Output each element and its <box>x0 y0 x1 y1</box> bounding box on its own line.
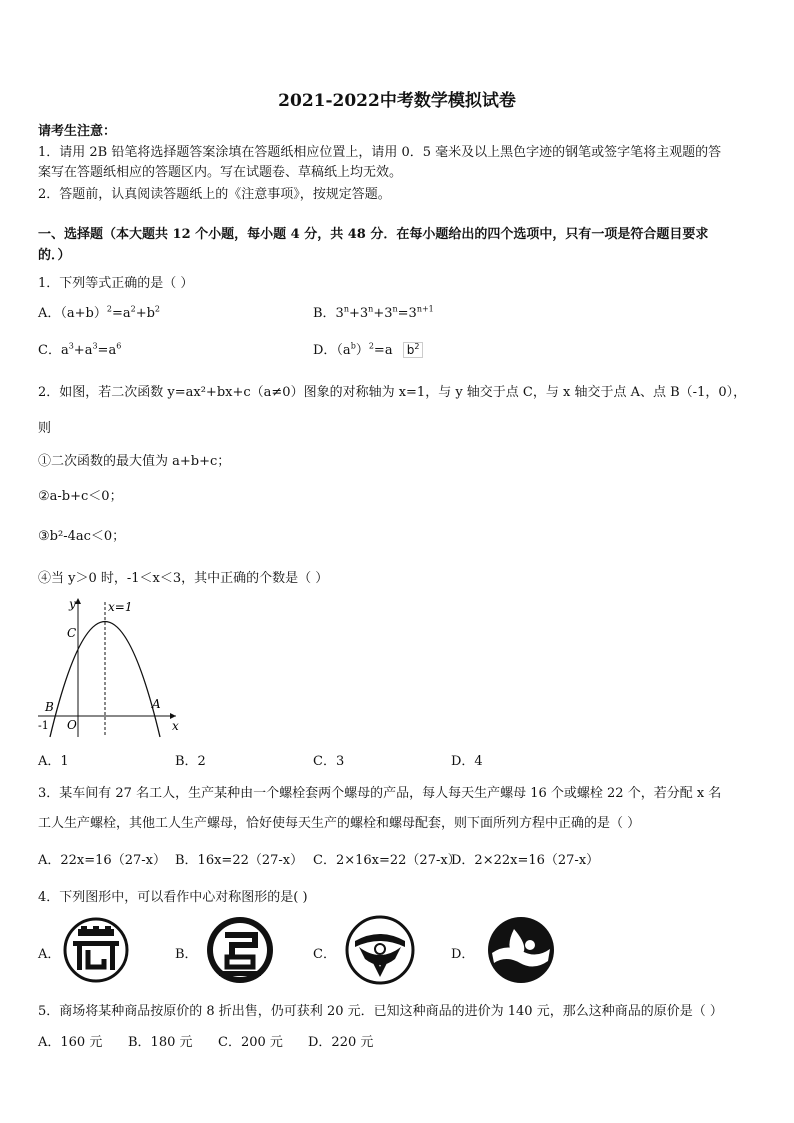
q3-stem-line-2: 工人生产螺栓，其他工人生产螺母，恰好使每天生产的螺栓和螺母配套，则下面所列方程中正确的是（ ） <box>38 816 641 831</box>
q5-option-c: C．200 元 <box>218 1035 283 1050</box>
q2-statement-3: ③b²-4ac＜0； <box>38 529 126 544</box>
q5-stem: 5．商场将某种商品按原价的 8 折出售，仍可获利 20 元．已知这种商品的进价为 140 元，那么这种商品的原价是（ ） <box>38 1004 723 1019</box>
q3-stem-line-1: 3．某车间有 27 名工人，生产某种由一个螺栓套两个螺母的产品，每人每天生产螺母 16 个或螺栓 22 个，若分配 x 名 <box>38 786 722 801</box>
notice-item-1-line-2: 案写在答题纸相应的答题区内。写在试题卷、草稿纸上均无效。 <box>38 165 403 180</box>
q2-option-d: D．4 <box>451 754 483 769</box>
q2-option-c: C．3 <box>313 754 345 769</box>
section-heading-line-1: 一、选择题（本大题共 12 个小题，每小题 4 分，共 48 分．在每小题给出的四个选项中，只有一项是符合题目要求 <box>38 227 709 242</box>
y-axis-label: y <box>69 597 76 611</box>
q3-option-d: D．2×22x=16（27-x） <box>451 853 600 868</box>
emblem-b-icon <box>205 915 275 985</box>
q4-label-b: B． <box>175 947 198 962</box>
section-heading-line-2: 的．） <box>38 248 71 263</box>
q1-stem: 1．下列等式正确的是（ ） <box>38 276 194 291</box>
point-c-label: C <box>67 626 77 640</box>
page-title: 2021-2022中考数学模拟试卷 <box>278 91 516 111</box>
q2-option-b: B．2 <box>175 754 206 769</box>
q2-statement-2: ②a-b+c＜0； <box>38 489 123 504</box>
q3-option-b: B．16x=22（27-x） <box>175 853 304 868</box>
q1-option-a: A．$(a+b)^2=a^2+b^2$ <box>38 304 161 321</box>
emblem-a-icon <box>63 917 129 983</box>
q1-option-c: C．$a^3+a^3=a^6$ <box>38 341 122 358</box>
notice-item-1-line-1: 1．请用 2B 铅笔将选择题答案涂填在答题纸相应位置上，请用 0．5 毫米及以上黑色字迹的钢笔或签字笔将主观题的答 <box>38 145 722 160</box>
q2-option-a: A．1 <box>38 754 69 769</box>
q2-stem-line-2: 则 <box>38 421 52 436</box>
neg-one-label: -1 <box>38 719 49 732</box>
x-axis-label: x <box>172 719 179 733</box>
q1-option-d: D．$(a^b)^2=a$ $b^2$ <box>313 339 423 358</box>
q5-option-b: B．180 元 <box>128 1035 193 1050</box>
origin-label: O <box>67 718 77 732</box>
emblem-c-icon <box>345 915 415 985</box>
q3-option-c: C．2×16x=22（27-x） <box>313 853 461 868</box>
q5-option-d: D．220 元 <box>308 1035 374 1050</box>
symmetry-axis-label: x=1 <box>108 600 133 614</box>
q4-stem: 4．下列图形中，可以看作中心对称图形的是( ) <box>38 890 308 905</box>
q4-label-c: C． <box>313 947 336 962</box>
q1-option-d-box: $b^2$ <box>403 342 424 358</box>
y-axis-arrow <box>75 598 81 604</box>
emblem-d-icon <box>486 915 556 985</box>
point-b-label: B <box>45 700 54 714</box>
parabola-graph <box>36 594 186 740</box>
q4-label-a: A． <box>38 947 61 962</box>
q4-label-d: D． <box>451 947 475 962</box>
notice-heading: 请考生注意： <box>38 124 117 139</box>
q2-statement-4: ④当 y＞0 时，-1＜x＜3，其中正确的个数是（ ） <box>38 571 329 586</box>
q2-statement-1: ①二次函数的最大值为 a+b+c； <box>38 454 231 469</box>
q1-option-b: B．$3^n+3^n+3^n=3^{n+1}$ <box>313 304 434 321</box>
q3-option-a: A．22x=16（27-x） <box>38 853 166 868</box>
notice-item-2: 2．答题前，认真阅读答题纸上的《注意事项》，按规定答题。 <box>38 187 391 202</box>
q2-stem-line-1: 2．如图，若二次函数 y=ax²+bx+c（a≠0）图象的对称轴为 x=1，与 y 轴交于点 C，与 x 轴交于点 A、点 B（-1，0）， <box>38 385 747 400</box>
q5-option-a: A．160 元 <box>38 1035 103 1050</box>
point-a-label: A <box>152 697 161 711</box>
